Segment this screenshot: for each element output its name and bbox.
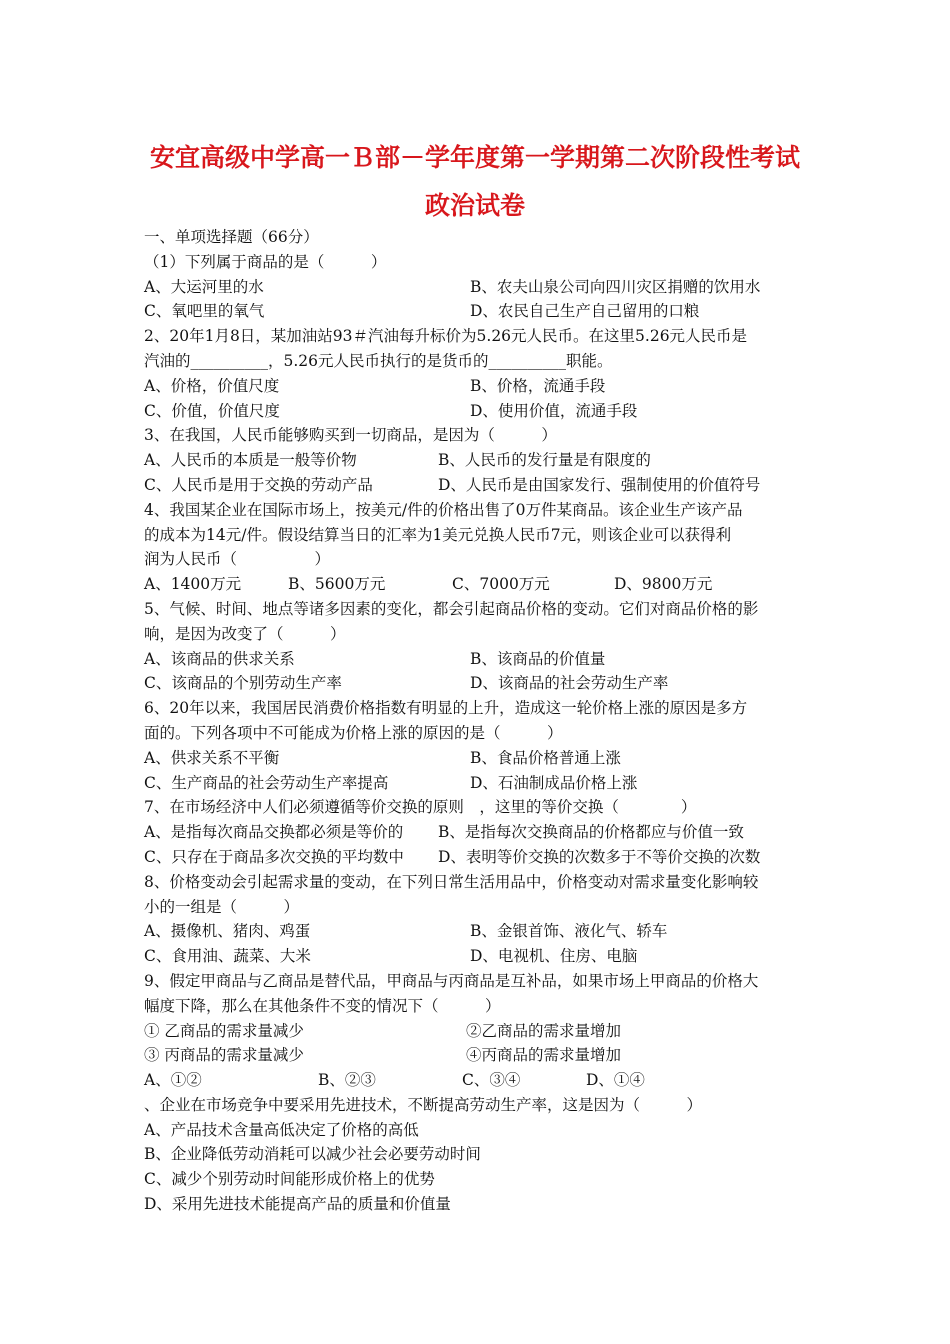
text-line xyxy=(144,622,814,647)
option-text: ④丙商品的需求量增加 xyxy=(466,1046,622,1065)
line-text: 9、假定甲商品与乙商品是替代品，甲商品与丙商品是互补品，如果市场上甲商品的价格大 xyxy=(144,971,759,990)
text-line xyxy=(144,671,814,696)
option-text: D、农民自己生产自己留用的口粮 xyxy=(470,302,700,321)
text-line xyxy=(144,1167,814,1192)
text-line xyxy=(144,1068,814,1093)
text-line xyxy=(144,795,814,820)
text-line xyxy=(144,969,814,994)
line-text: 6、20年以来，我国居民消费价格指数有明显的上升，造成这一轮价格上涨的原因是多方 xyxy=(144,699,748,718)
text-line xyxy=(144,324,814,349)
line-text: 4、我国某企业在国际市场上，按美元/件的价格出售了0万件某商品。该企业生产该产品 xyxy=(144,500,743,519)
option-text: A、①② xyxy=(144,1071,202,1090)
option-text: B、是指每次交换商品的价格都应与价值一致 xyxy=(438,823,744,842)
option-text: D、电视机、住房、电脑 xyxy=(470,947,638,966)
line-text: 2、20年1月8日，某加油站93＃汽油每升标价为5.26元人民币。在这里5.26元人民币是 xyxy=(144,327,748,346)
text-line xyxy=(144,473,814,498)
option-text: D、石油制成品价格上涨 xyxy=(470,773,638,792)
text-line xyxy=(144,1192,814,1217)
text-line xyxy=(144,374,814,399)
text-line xyxy=(144,572,814,597)
line-text: 、企业在市场竞争中要采用先进技术，不断提高劳动生产率，这是因为（ ） xyxy=(144,1095,703,1114)
option-text: B、农夫山泉公司向四川灾区捐赠的饮用水 xyxy=(470,277,761,296)
option-text: ②乙商品的需求量增加 xyxy=(466,1021,622,1040)
text-line xyxy=(144,696,814,721)
line-text: 3、在我国，人民币能够购买到一切商品，是因为（ ） xyxy=(144,426,557,445)
option-text: A、人民币的本质是一般等价物 xyxy=(144,451,357,470)
line-text: C、减少个别劳动时间能形成价格上的优势 xyxy=(144,1170,435,1189)
text-line xyxy=(144,1019,814,1044)
option-text: C、氧吧里的氧气 xyxy=(144,302,265,321)
option-text: D、①④ xyxy=(586,1071,645,1090)
option-text: B、②③ xyxy=(318,1071,376,1090)
text-line xyxy=(144,895,814,920)
line-text: A、产品技术含量高低决定了价格的高低 xyxy=(144,1120,419,1139)
option-text: B、食品价格普通上涨 xyxy=(470,748,621,767)
line-text: 8、价格变动会引起需求量的变动，在下列日常生活用品中，价格变动对需求量变化影响较 xyxy=(144,872,759,891)
text-line xyxy=(144,1142,814,1167)
option-text: ① 乙商品的需求量减少 xyxy=(144,1021,304,1040)
exam-title: 安宜高级中学高一Ｂ部－学年度第一学期第二次阶段性考试 xyxy=(149,143,800,172)
exam-body xyxy=(144,225,814,1217)
text-line xyxy=(144,647,814,672)
option-text: D、该商品的社会劳动生产率 xyxy=(470,674,669,693)
line-text: 的成本为14元/件。假设结算当日的汇率为1美元兑换人民币7元，则该企业可以获得利 xyxy=(144,525,732,544)
text-line xyxy=(144,870,814,895)
option-text: A、大运河里的水 xyxy=(144,277,264,296)
line-text: 润为人民币（ ） xyxy=(144,550,331,569)
option-text: C、生产商品的社会劳动生产率提高 xyxy=(144,773,389,792)
option-text: D、表明等价交换的次数多于不等价交换的次数 xyxy=(438,847,761,866)
option-text: B、人民币的发行量是有限度的 xyxy=(438,451,651,470)
text-line xyxy=(144,349,814,374)
option-text: C、人民币是用于交换的劳动产品 xyxy=(144,475,373,494)
text-line xyxy=(144,448,814,473)
option-text: A、该商品的供求关系 xyxy=(144,649,295,668)
option-text: ③ 丙商品的需求量减少 xyxy=(144,1046,304,1065)
text-line xyxy=(144,1043,814,1068)
option-text: C、该商品的个别劳动生产率 xyxy=(144,674,342,693)
option-text: A、是指每次商品交换都必须是等价的 xyxy=(144,823,404,842)
exam-subtitle: 政治试卷 xyxy=(424,191,525,220)
line-text: 面的。下列各项中不可能成为价格上涨的原因的是（ ） xyxy=(144,723,563,742)
option-text: C、③④ xyxy=(462,1071,521,1090)
text-line xyxy=(144,944,814,969)
line-text: D、采用先进技术能提高产品的质量和价值量 xyxy=(144,1195,451,1214)
line-text: 汽油的__________，5.26元人民币执行的是货币的__________职能。 xyxy=(144,351,613,370)
text-line xyxy=(144,225,814,250)
option-text: D、9800万元 xyxy=(614,575,713,594)
option-text: C、7000万元 xyxy=(452,575,550,594)
text-line xyxy=(144,746,814,771)
option-text: B、该商品的价值量 xyxy=(470,649,606,668)
text-line xyxy=(144,845,814,870)
text-line xyxy=(144,299,814,324)
option-text: C、食用油、蔬菜、大米 xyxy=(144,947,311,966)
line-text: 幅度下降，那么在其他条件不变的情况下（ ） xyxy=(144,996,501,1015)
text-line xyxy=(144,919,814,944)
text-line xyxy=(144,721,814,746)
line-text: 小的一组是（ ） xyxy=(144,897,300,916)
text-line xyxy=(144,498,814,523)
line-text: 一、单项选择题（66分） xyxy=(144,228,319,246)
option-text: C、只存在于商品多次交换的平均数中 xyxy=(144,847,404,866)
text-line xyxy=(144,820,814,845)
text-line xyxy=(144,1118,814,1143)
text-line xyxy=(144,597,814,622)
text-line xyxy=(144,547,814,572)
option-text: D、人民币是由国家发行、强制使用的价值符号 xyxy=(438,475,761,494)
option-text: B、价格，流通手段 xyxy=(470,376,606,395)
text-line xyxy=(144,423,814,448)
option-text: B、5600万元 xyxy=(288,575,386,594)
line-text: （1）下列属于商品的是（ ） xyxy=(144,252,387,271)
line-text: 5、气候、时间、地点等诸多因素的变化，都会引起商品价格的变动。它们对商品价格的影 xyxy=(144,599,759,618)
option-text: A、1400万元 xyxy=(144,575,242,594)
text-line xyxy=(144,399,814,424)
text-line xyxy=(144,771,814,796)
text-line xyxy=(144,1093,814,1118)
option-text: D、使用价值，流通手段 xyxy=(470,401,638,420)
option-text: C、价值，价值尺度 xyxy=(144,401,280,420)
line-text: 7、在市场经济中人们必须遵循等价交换的原则 ，这里的等价交换（ ） xyxy=(144,798,697,817)
line-text: B、企业降低劳动消耗可以减少社会必要劳动时间 xyxy=(144,1145,481,1164)
text-line xyxy=(144,250,814,275)
text-line xyxy=(144,523,814,548)
option-text: A、摄像机、猪肉、鸡蛋 xyxy=(144,922,311,941)
text-line xyxy=(144,275,814,300)
line-text: 响，是因为改变了（ ） xyxy=(144,624,346,643)
option-text: A、价格，价值尺度 xyxy=(144,376,280,395)
option-text: B、金银首饰、液化气、轿车 xyxy=(470,922,668,941)
text-line xyxy=(144,994,814,1019)
option-text: A、供求关系不平衡 xyxy=(144,748,280,767)
